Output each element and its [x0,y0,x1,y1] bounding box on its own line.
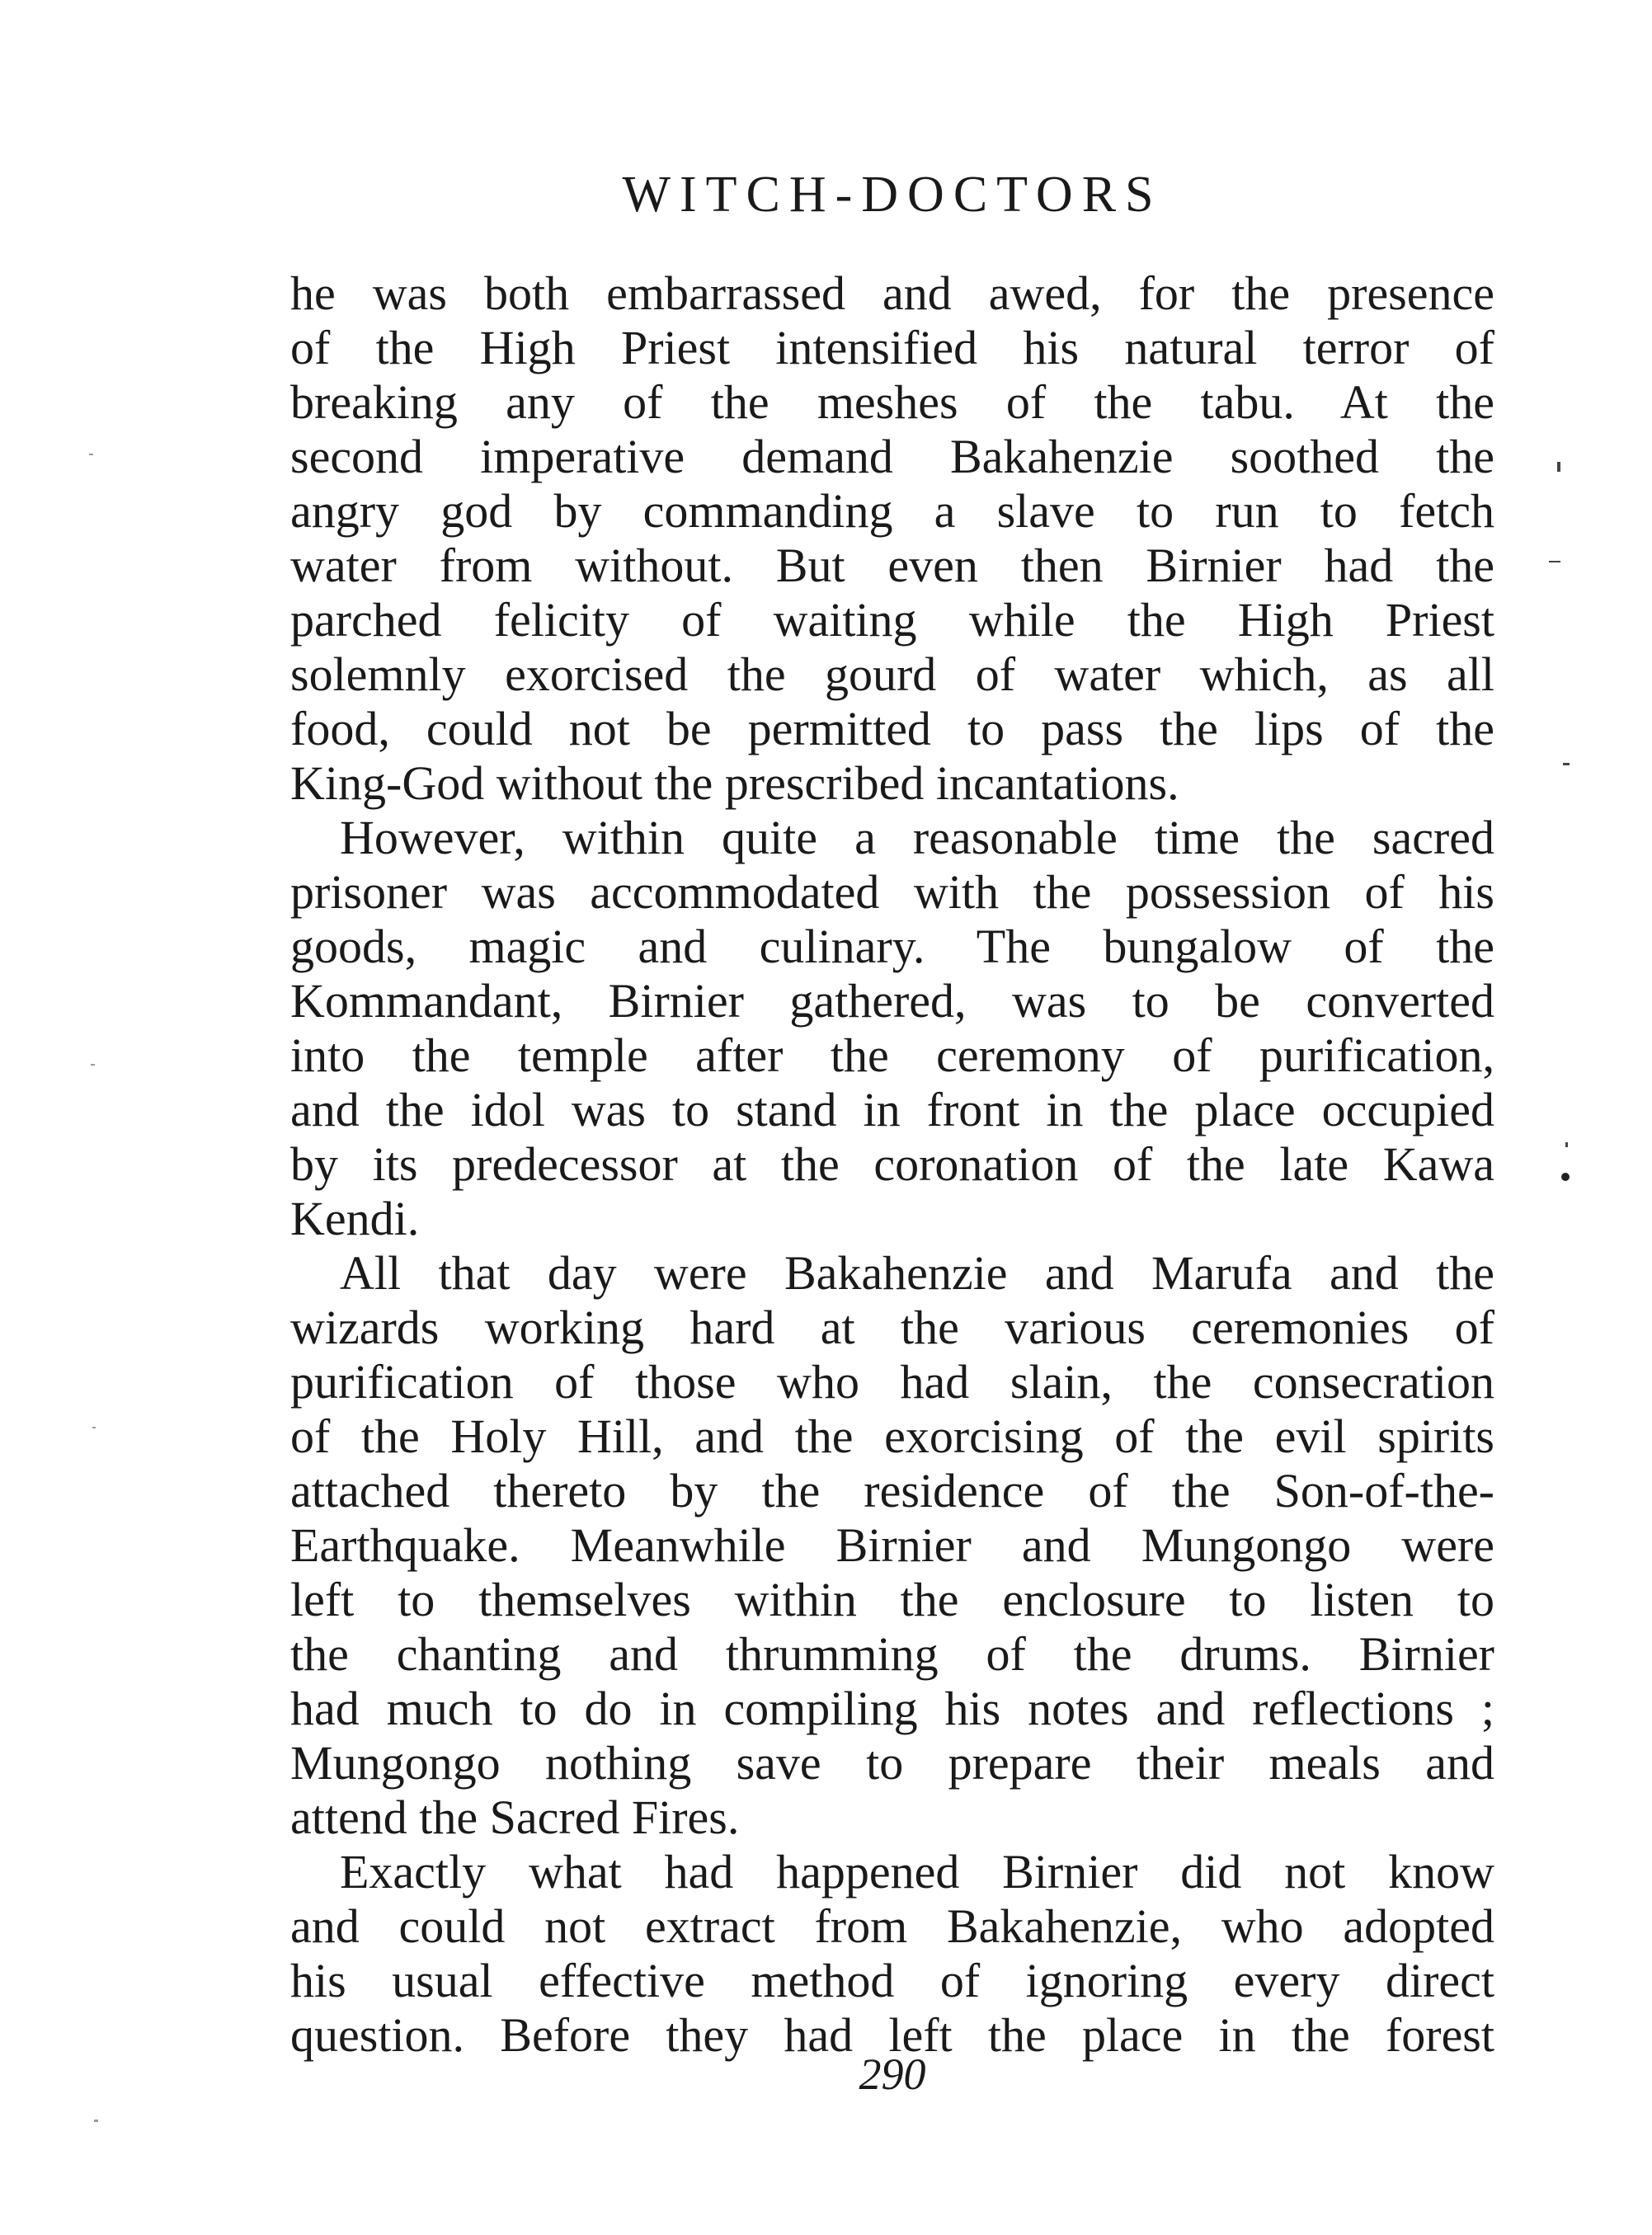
text-line: wizards working hard at the various ceremonies of [290,1301,1494,1354]
scan-speck [1557,462,1560,472]
running-head: WITCH-DOCTORS [622,167,1163,223]
paragraph-first-line: All that day were Bakahenzie and Marufa and the [340,1246,1494,1300]
text-line: into the temple after the ceremony of purification, [290,1028,1494,1082]
scan-speck [1565,1142,1568,1147]
scan-speck [89,454,93,455]
text-line: prisoner was accommodated with the possession of his [290,865,1494,919]
text-line: angry god by commanding a slave to run to fetch [290,484,1494,538]
text-line: his usual effective method of ignoring every direct [290,1954,1494,2007]
scan-speck [1549,561,1560,562]
paragraph-first-line: Exactly what had happened Birnier did not know [340,1845,1494,1899]
text-line: Kommandant, Birnier gathered, was to be converted [290,974,1494,1028]
text-line: question. Before they had left the place in the forest [290,2008,1494,2062]
text-line: purification of those who had slain, the consecration [290,1355,1494,1409]
text-line: of the High Priest intensified his natural terror of [290,321,1494,374]
text-line: the chanting and thrumming of the drums. Birnier [290,1627,1494,1681]
text-line: Mungongo nothing save to prepare their meals and [290,1736,1494,1790]
text-line: breaking any of the meshes of the tabu. At the [290,375,1494,429]
scan-speck [91,1064,95,1066]
body-text [290,266,1494,2063]
paragraph-first-line: However, within quite a reasonable time the sacred [340,811,1494,864]
text-line: had much to do in compiling his notes and reflections ; [290,1682,1494,1735]
text-line: second imperative demand Bakahenzie soothed the [290,430,1494,483]
text-line: of the Holy Hill, and the exorcising of the evil spirits [290,1409,1494,1463]
text-line: by its predecessor at the coronation of the late Kawa [290,1137,1494,1191]
text-line: King-God without the prescribed incantations. [290,756,1179,810]
text-line: Earthquake. Meanwhile Birnier and Mungongo were [290,1518,1494,1572]
text-line: and could not extract from Bakahenzie, who adopted [290,1899,1494,1953]
text-line: attached thereto by the residence of the Son-of-the- [290,1464,1494,1517]
scan-speck [1561,1173,1570,1181]
text-line: attend the Sacred Fires. [290,1790,740,1844]
text-line: Kendi. [290,1192,420,1245]
text-line: and the idol was to stand in front in the place occupied [290,1083,1494,1136]
text-line: parched felicity of waiting while the High Priest [290,593,1494,647]
scan-speck [94,2120,98,2122]
scan-speck [92,1427,96,1428]
scan-speck [1563,763,1570,765]
text-line: food, could not be permitted to pass the lips of the [290,702,1494,755]
text-line: goods, magic and culinary. The bungalow of the [290,920,1494,973]
text-line: left to themselves within the enclosure to listen to [290,1573,1494,1626]
text-line: he was both embarrassed and awed, for the presence [290,266,1494,320]
page-number: 290 [859,2049,926,2099]
text-line: solemnly exorcised the gourd of water which, as all [290,647,1494,701]
text-line: water from without. But even then Birnier had the [290,539,1494,592]
